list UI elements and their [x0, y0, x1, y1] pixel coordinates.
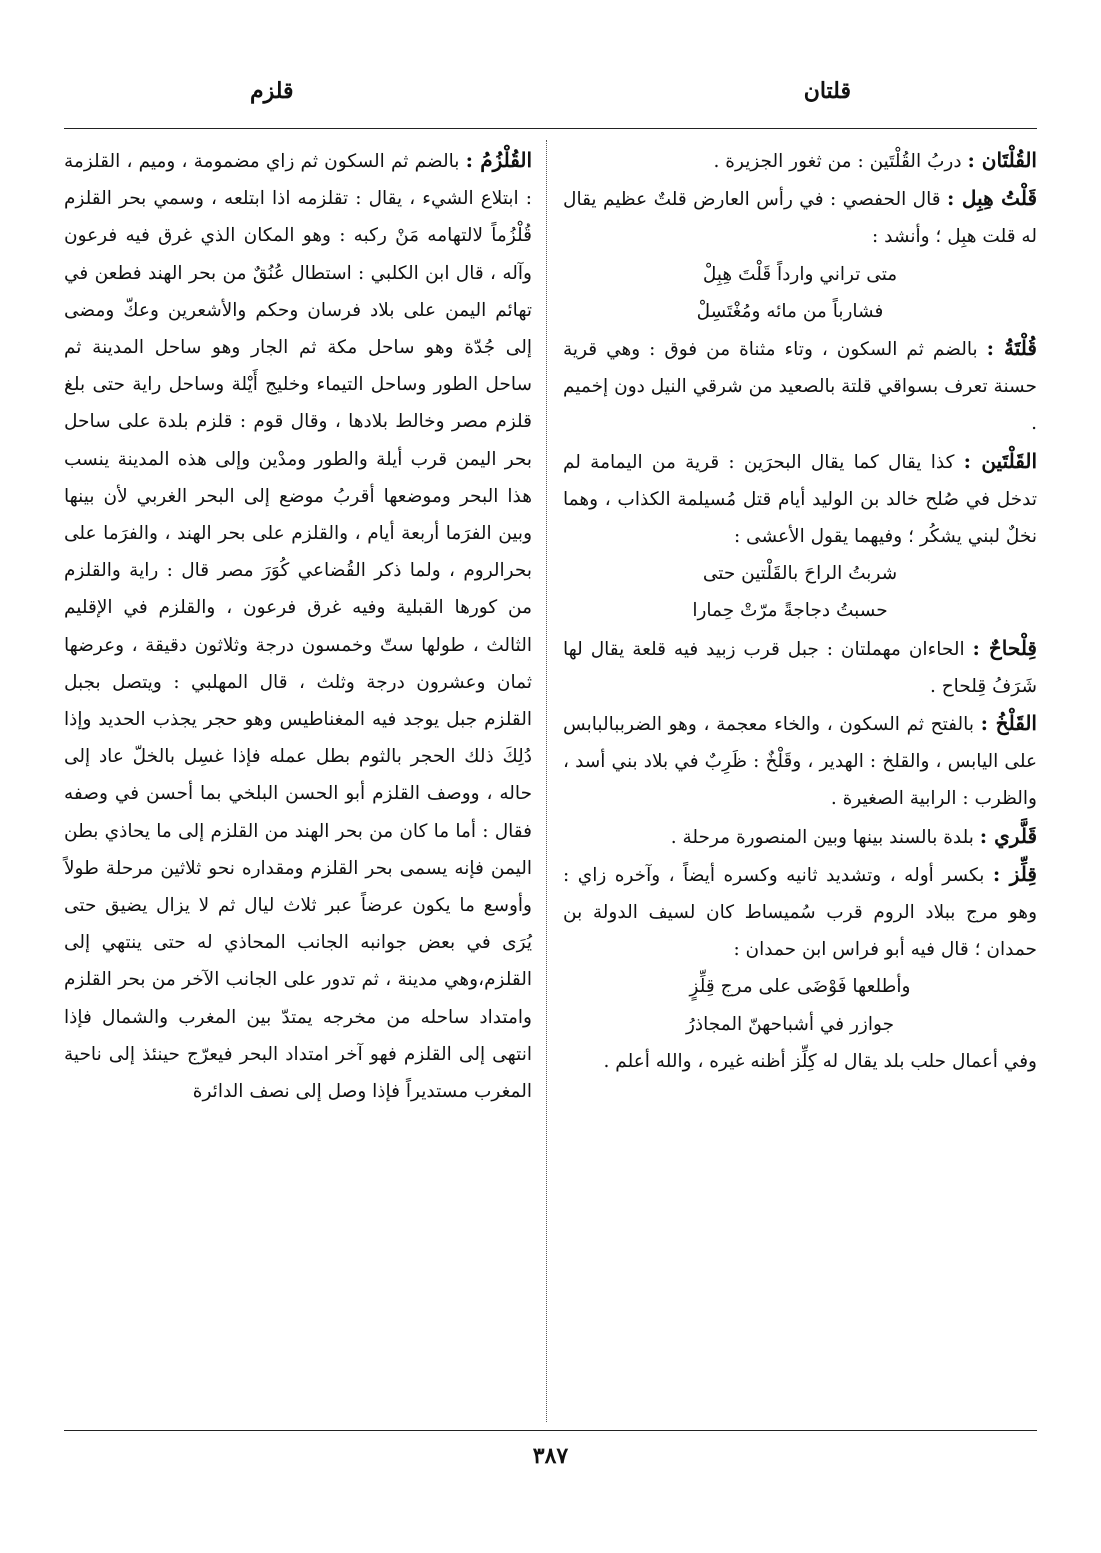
- verse-line: شربتُ الراحَ بالقَلْتين حتى: [702, 563, 898, 585]
- entry-qalkh: [563, 705, 1037, 818]
- headword: قِلْحاحٌ :: [972, 635, 1037, 660]
- entry-qaltayn: [563, 443, 1037, 556]
- page-number: ٣٨٧: [532, 1443, 569, 1469]
- header-rule: [64, 128, 1037, 129]
- verse-line: متى تراني وارداً قَلْتَ هِبِلْ: [702, 263, 898, 285]
- entry-text: قال الحفصي : في رأس العارض قلتٌ عظيم يقال له قلت هبِل ؛ وأنشد :: [563, 189, 1037, 248]
- entry-qalt-hibil: [563, 180, 1037, 255]
- entry-text: بكسر أوله ، وتشديد ثانيه وكسره أيضاً ، وآخره زاي : وهو مرج ببلاد الروم قرب سُميساط كان لسيف الدولة بن حمدان ؛ قال فيه أبو فراس ابن حمدان :: [563, 864, 1037, 961]
- entry-qulta: [563, 330, 1037, 443]
- entry-qulzum: [64, 142, 532, 1110]
- verse-line: فشارباً من مائه ومُغْتَسِلْ: [696, 300, 884, 322]
- column-divider: [546, 140, 547, 1422]
- entry-qilhah: [563, 630, 1037, 705]
- footer-rule: [64, 1430, 1037, 1431]
- entry-kilz-note: [563, 1043, 1037, 1080]
- entry-text: وفي أعمال حلب بلد يقال له كِلِّز أظنه غيره ، والله أعلم .: [603, 1050, 1037, 1072]
- headword: القُلْتَان :: [967, 148, 1037, 172]
- entry-qilliz: [563, 856, 1037, 969]
- entry-text: كذا يقال كما يقال البحرَين : قرية من اليمامة لم تدخل في صُلح خالد بن الوليد أيام قتل مُسيلمة الكذاب ، وهما نخلٌ لبني يشكُر ؛ وفيهما يقول الأعشى :: [563, 451, 1037, 548]
- left-column: [64, 142, 532, 1110]
- entry-text: الحاءان مهملتان : جبل قرب زبيد فيه قلعة يقال لها شَرَفُ قِلحاح .: [563, 638, 1037, 697]
- entry-qultan: [563, 142, 1037, 180]
- entry-text: دربُ القُلْتَين : من ثغور الجزيرة .: [713, 151, 968, 172]
- entry-text: بالضم ثم السكون ثم زاي مضمومة ، وميم ، القلزمة : ابتلاع الشيء ، يقال : تقلزمه اذا ابتلعه ، وسمي بحر القلزم قُلْزُماً لالتهامه مَنْ ركبه : وهو المكان الذي غرق فيه فرعون وآله ، قال ابن الكلبي : استطال عُنُقٌ من بحر الهند فطعن في تهائم اليمن على بلاد فرسان وحكم والأشعرين وعكّ ومضى إلى جُدّة وهو ساحل مكة ثم الجار وهو ساحل المدينة ثم ساحل الطور وساحل التيماء وخليج أَيْلة وساحل راية حتى بلغ قلزم مصر وخالط بلادها ، وقال قوم : قلزم بلدة على ساحل بحر اليمن قرب أيلة والطور ومدْين وإلى هذه المدينة ينسب هذا البحر وموضعها أقربُ موضع إلى البحر الغربي لأن بينها وبين الفرَما أربعة أيام ، والقلزم على بحر الهند ، والفرَما على بحرالروم ، ولما ذكر القُضاعي كُوَرَ مصر قال : راية والقلزم من كورها القبلية وفيه غرق فرعون ، والقلزم في الإقليم الثالث ، طولها ستّ وخمسون درجة وثلاثون دقيقة ، وعرضها ثمان وعشرون درجة وثلث ، قال المهلبي : ويتصل بجبل القلزم جبل يوجد فيه المغناطيس وهو حجر يجذب الحديد وإذا دُلِكَ ذلك الحجر بالثوم بطل عمله فإذا غسِل بالخلّ عاد إلى حاله ، ووصف القلزم أبو الحسن البلخي بما أحسن في وصفه فقال : أما ما كان من بحر الهند من القلزم إلى ما يحاذي بطن اليمن فإنه يسمى بحر القلزم ومقداره نحو ثلاثين مرحلة طولاً وأوسع ما يكون عرضاً عبر ثلاث ليال ثم لا يزال يضيق حتى يُرَى في بعض جوانبه الجانب المحاذي له حتى ينتهي إلى القلزم،وهي مدينة ، ثم تدور على الجانب الآخر من بحر القلزم وامتداد ساحله من مخرجه يمتدّ بين المغرب والشمال فإذا انتهى إلى القلزم فهو آخر امتداد البحر فيعرّج حينئذ إلى ناحية المغرب مستديراً فإذا وصل إلى نصف الدائرة: [64, 151, 533, 1103]
- running-head-right: قلتان: [803, 78, 851, 104]
- entry-text: بالضم ثم السكون ، وتاء مثناة من فوق : وهي قرية حسنة تعرف بسواقي قلتة بالصعيد من شرقي النيل دون إخميم .: [563, 339, 1037, 435]
- headword: قَلْتُ هِبِل :: [947, 186, 1038, 211]
- headword: قِلِّز :: [992, 861, 1037, 886]
- entry-text: بلدة بالسند بينها وبين المنصورة مرحلة .: [670, 826, 980, 848]
- verse-line: حسبتُ دجاجةً مرّتْ حِمارا: [692, 600, 888, 622]
- verse-line: جوازر في أشباحهنّ المجاذرُ: [685, 1013, 895, 1035]
- right-column: [563, 142, 1037, 1080]
- headword: قُلْتَةُ :: [986, 336, 1037, 361]
- entry-text: بالفتح ثم السكون ، والخاء معجمة ، وهو الضرببالبابس على اليابس ، والقلخ : الهدير ، وقَلْخٌ : ظَرِبٌ في بلاد بني أسد ، والظرب : الرابية الصغيرة .: [563, 714, 1037, 810]
- running-head-left: قلزم: [250, 78, 294, 104]
- headword: القَلْتَين :: [963, 448, 1038, 473]
- verse-line: وأطلعها فَوْضَى على مرج قِلِّزٍ: [689, 976, 911, 998]
- headword: قَلَّري :: [979, 823, 1037, 848]
- headword: القُلْزُمُ :: [465, 148, 532, 172]
- entry-qallari: [563, 818, 1037, 856]
- headword: القَلْخُ :: [980, 711, 1037, 736]
